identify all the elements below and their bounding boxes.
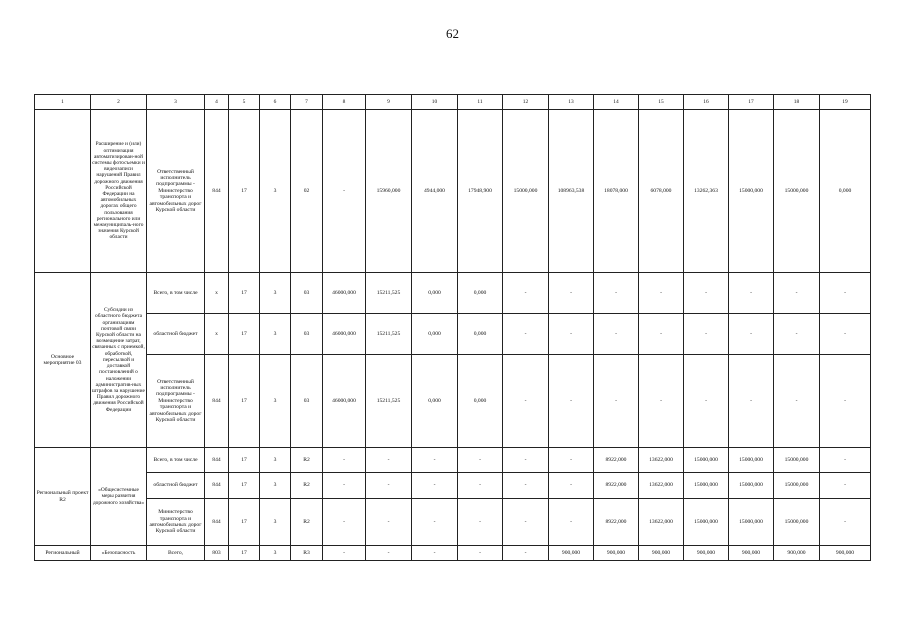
value-cell: 0,000 [458,355,503,448]
header-cell: 7 [291,95,323,110]
header-cell: 1 [35,95,91,110]
code-cell: 03 [291,355,323,448]
value-cell: - [729,273,774,314]
value-cell: - [323,448,366,473]
value-cell: - [412,448,458,473]
value-cell: 6078,000 [639,110,684,273]
value-cell: - [412,473,458,499]
value-cell: - [323,499,366,546]
table-row [35,546,871,561]
value-cell: - [729,355,774,448]
header-cell: 2 [91,95,147,110]
value-cell: - [366,448,412,473]
value-cell: - [820,314,871,355]
value-cell: - [684,314,729,355]
value-cell: 0,000 [412,355,458,448]
value-cell: - [503,355,549,448]
row-executor-cell: областной бюджет [147,473,205,499]
code-cell: 803 [205,546,229,561]
value-cell: - [412,499,458,546]
code-cell: 03 [291,314,323,355]
value-cell: - [549,355,594,448]
code-cell: 17 [229,473,260,499]
value-cell: - [323,110,366,273]
value-cell: 15000,000 [684,448,729,473]
value-cell: - [594,355,639,448]
value-cell: 46000,000 [323,355,366,448]
code-cell: 02 [291,110,323,273]
header-cell: 19 [820,95,871,110]
value-cell: - [774,273,820,314]
code-cell: 844 [205,448,229,473]
code-cell: 3 [260,473,291,499]
header-cell: 10 [412,95,458,110]
value-cell: 0,000 [412,273,458,314]
value-cell: 900,000 [774,546,820,561]
value-cell: - [503,499,549,546]
value-cell: 15000,000 [684,499,729,546]
row-executor-cell: Всего, в том числе [147,273,205,314]
code-cell: 844 [205,473,229,499]
header-cell: 11 [458,95,503,110]
value-cell: 17948,900 [458,110,503,273]
code-cell: 3 [260,110,291,273]
value-cell: - [820,499,871,546]
value-cell: 13622,000 [639,448,684,473]
value-cell: 900,000 [549,546,594,561]
value-cell: - [412,546,458,561]
value-cell: 8922,000 [594,473,639,499]
value-cell: - [729,314,774,355]
code-cell: R3 [291,546,323,561]
value-cell: - [549,273,594,314]
row-executor-cell: Ответственный исполнитель подпрограммы - Министерство транспорта и автомобильных дорог Курской области [147,355,205,448]
code-cell: 17 [229,448,260,473]
value-cell: 13622,000 [639,499,684,546]
code-cell: R2 [291,499,323,546]
header-cell: 4 [205,95,229,110]
code-cell: x [205,314,229,355]
budget-table [34,94,871,561]
value-cell: - [820,273,871,314]
value-cell: 18078,000 [594,110,639,273]
value-cell: 15000,000 [503,110,549,273]
value-cell: - [684,273,729,314]
value-cell: 8922,000 [594,448,639,473]
value-cell: - [820,473,871,499]
row-name-cell [35,110,91,273]
row-name-cell: Основное мероприятие 03 [35,273,91,448]
header-cell: 5 [229,95,260,110]
value-cell: 900,000 [594,546,639,561]
row-description-cell: «Общесистемные меры развития дорожного хозяйства» [91,448,147,546]
value-cell: - [549,314,594,355]
value-cell: - [503,314,549,355]
value-cell: - [639,314,684,355]
code-cell: 17 [229,273,260,314]
header-cell: 3 [147,95,205,110]
code-cell: 17 [229,110,260,273]
header-cell: 9 [366,95,412,110]
code-cell: 17 [229,546,260,561]
table-row [35,110,871,273]
code-cell: 3 [260,499,291,546]
value-cell: 0,000 [820,110,871,273]
value-cell: - [549,499,594,546]
table-row [35,448,871,473]
row-executor-cell: Ответственный исполнитель подпрограммы - Министерство транспорта и автомобильных дорог Курской области [147,110,205,273]
row-description-cell: Расширение и (или) оптимизация автоматизирован-ной системы фотосъемки и видеозаписи нарушений Правил дорожного движения Российской Федерации на автомобильных дорогах общего пользования регионального или межмуниципаль-ного значения Курской области [91,110,147,273]
value-cell: - [503,273,549,314]
table-row [35,314,871,355]
header-cell: 16 [684,95,729,110]
table-row [35,473,871,499]
value-cell: 15211,525 [366,355,412,448]
value-cell: - [503,448,549,473]
code-cell: x [205,273,229,314]
value-cell: 15000,000 [729,499,774,546]
value-cell: 900,000 [639,546,684,561]
code-cell: 3 [260,273,291,314]
value-cell: 15000,000 [774,110,820,273]
value-cell: - [323,473,366,499]
code-cell: 844 [205,499,229,546]
value-cell: 15000,000 [729,448,774,473]
value-cell: 15000,000 [729,110,774,273]
value-cell: 8922,000 [594,499,639,546]
value-cell: - [549,448,594,473]
value-cell: - [458,473,503,499]
value-cell: - [458,546,503,561]
row-executor-cell: Всего, в том числе [147,448,205,473]
value-cell: 46000,000 [323,314,366,355]
value-cell: - [820,355,871,448]
value-cell: - [639,355,684,448]
value-cell: - [820,448,871,473]
value-cell: - [366,473,412,499]
value-cell: - [458,448,503,473]
value-cell: - [323,546,366,561]
value-cell: - [458,499,503,546]
value-cell: 15000,000 [684,473,729,499]
value-cell: 13622,000 [639,473,684,499]
table-row [35,355,871,448]
value-cell: 15211,525 [366,314,412,355]
header-cell: 15 [639,95,684,110]
value-cell: 15000,000 [774,499,820,546]
header-cell: 12 [503,95,549,110]
value-cell: 900,000 [820,546,871,561]
table-row [35,499,871,546]
value-cell: 46000,000 [323,273,366,314]
header-cell: 17 [729,95,774,110]
row-name-cell: Региональный [35,546,91,561]
value-cell: 0,000 [458,314,503,355]
code-cell: 844 [205,355,229,448]
value-cell: 108963,538 [549,110,594,273]
value-cell: - [774,355,820,448]
code-cell: 3 [260,546,291,561]
value-cell: - [774,314,820,355]
value-cell: - [503,546,549,561]
code-cell: 844 [205,110,229,273]
value-cell: - [366,546,412,561]
page-number: 62 [446,26,459,41]
value-cell: 15000,000 [774,448,820,473]
code-cell: 17 [229,314,260,355]
value-cell: 15000,000 [774,473,820,499]
value-cell: - [503,473,549,499]
value-cell: - [639,273,684,314]
code-cell: 3 [260,314,291,355]
header-row [35,95,871,110]
value-cell: 4944,000 [412,110,458,273]
code-cell: R2 [291,448,323,473]
value-cell: 15960,000 [366,110,412,273]
code-cell: 17 [229,499,260,546]
header-cell: 14 [594,95,639,110]
code-cell: 3 [260,355,291,448]
row-executor-cell: Министерство транспорта и автомобильных дорог Курской области [147,499,205,546]
value-cell: 900,000 [684,546,729,561]
value-cell: - [549,473,594,499]
code-cell: 17 [229,355,260,448]
header-cell: 6 [260,95,291,110]
row-executor-cell: Всего, [147,546,205,561]
header-cell: 13 [549,95,594,110]
value-cell: - [684,355,729,448]
code-cell: 03 [291,273,323,314]
value-cell: 15000,000 [729,473,774,499]
value-cell: 13262,363 [684,110,729,273]
value-cell: - [594,273,639,314]
value-cell: 900,000 [729,546,774,561]
row-description-cell: Субсидии из областного бюджета организациям почтовой связи Курской области на возмещение затрат, связанных с приемкой, обработкой, пересылкой и доставкой постановлений о наложении административ-ных штрафов за нарушение Правил дорожного движения Российской Федерации [91,273,147,448]
code-cell: 3 [260,448,291,473]
header-cell: 8 [323,95,366,110]
row-name-cell: Региональный проект R2 [35,448,91,546]
value-cell: 0,000 [458,273,503,314]
table-row [35,273,871,314]
code-cell: R2 [291,473,323,499]
value-cell: 0,000 [412,314,458,355]
value-cell: 15211,525 [366,273,412,314]
value-cell: - [594,314,639,355]
row-description-cell: «Безопасность [91,546,147,561]
value-cell: - [366,499,412,546]
row-executor-cell: областной бюджет [147,314,205,355]
header-cell: 18 [774,95,820,110]
